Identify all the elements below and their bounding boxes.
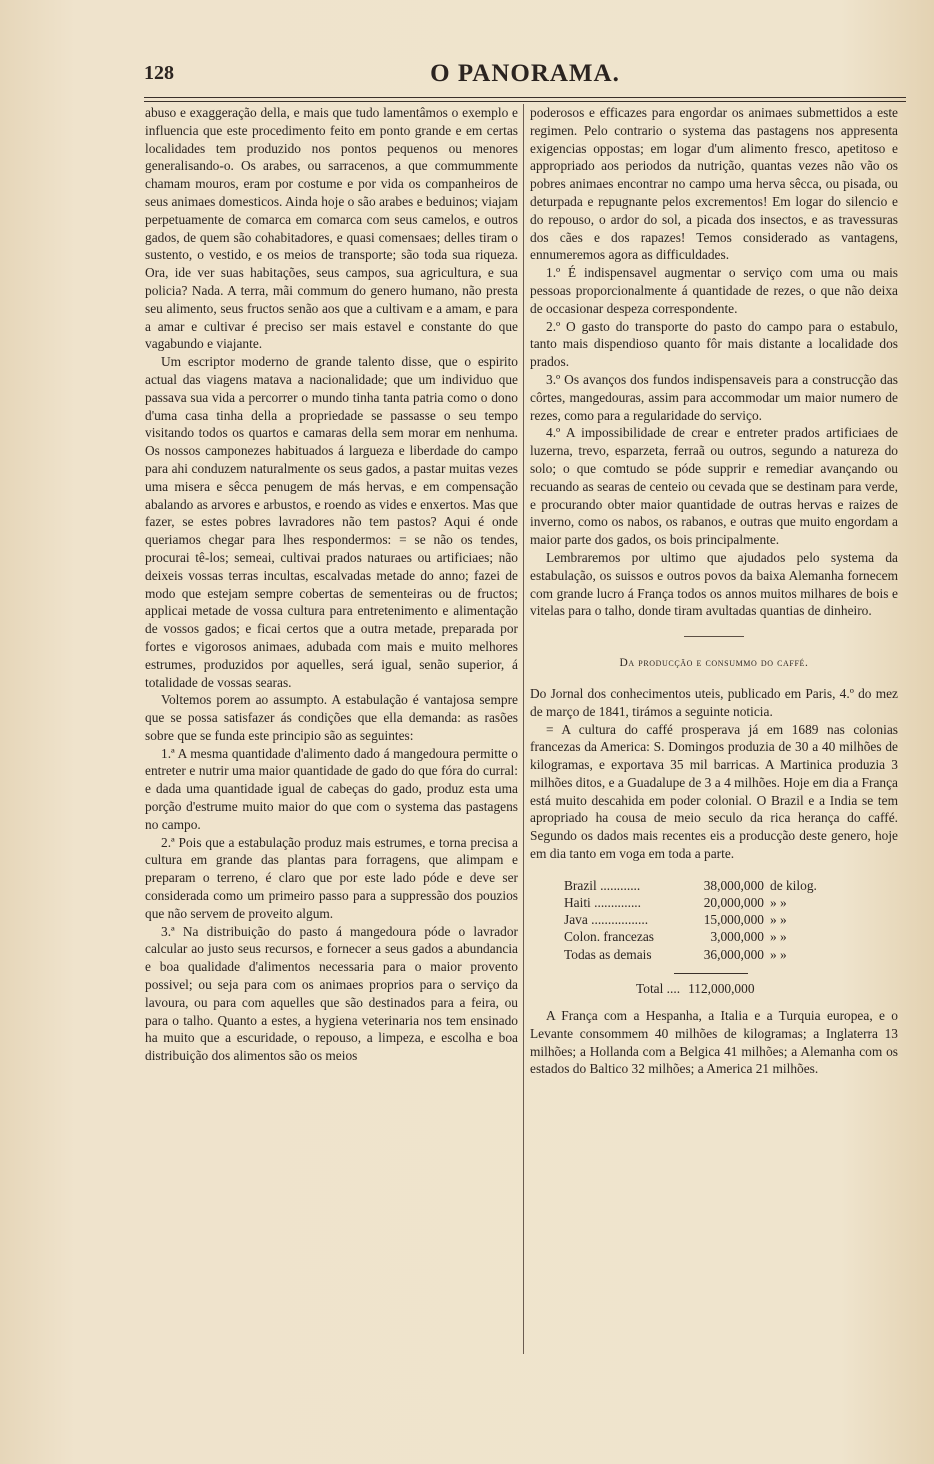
column-divider (523, 104, 524, 1354)
unit-label: » » (770, 912, 787, 928)
total-label: Total .... (636, 980, 681, 996)
table-row (564, 911, 898, 928)
table-row (564, 894, 898, 911)
total-value: 112,000,000 (688, 980, 755, 996)
production-value: 15,000,000 (703, 912, 764, 928)
table-row (564, 946, 898, 963)
table-row (564, 928, 898, 945)
paragraph: Um escriptor moderno de grande talento disse, que o espirito actual das viagens matava a nacionalidade; que um individuo que passava sua vida a percorrer o mundo tinha tanta patria como o dono d'uma casa tinha della a propriedade se passasse o seu tempo visitando todos os quartos e camaras della sem morar em nenhuma. Os nossos camponezes habituados á largueza e liberdade do campo para ahi conduzem naturalmente os seus gados, a pastar muitas vezes uma misera e sêcca penugem de más hervas, e em compensação abalando as arvores e arbustos, e roendo as vides e enxertos. Mas que fazer, se estes pobres lavradores não tem pastos? Aqui é onde queriamos chegar para lhes respondermos: = se não os tendes, procurai tê-los; semeai, cultivai prados naturaes ou artificiaes; não deixeis vossas terras incultas, escalvadas metade do anno; fazei de modo que estejam sempre cobertas de sementeiras ou de fructos; applicai metade de vossa cultura para entretenimento e alimentação de vossos gados; e ficai certos que a outra metade, preparada por fortes e vigorosos animaes, adubada com mais e muito melhores estrumes, produzidos por aquelles, será igual, senão superior, á totalidade de vossas searas. (145, 354, 518, 690)
section-title: Da producção e consummo do caffé. (619, 657, 809, 670)
paragraph: Do Jornal dos conhecimentos uteis, publicado em Paris, 4.º do mez de março de 1841, tirámos a seguinte noticia. (530, 685, 898, 719)
right-column (530, 104, 898, 1078)
production-value: 36,000,000 (703, 946, 764, 962)
country-name: Brazil ............ (564, 877, 641, 893)
journal-title: O PANORAMA. (430, 60, 620, 87)
left-column (145, 104, 518, 1065)
production-value: 20,000,000 (703, 895, 764, 911)
unit-label: » » (770, 946, 787, 962)
paragraph: 1.ª A mesma quantidade d'alimento dado á mangedoura permitte o entreter e nutrir uma maior quantidade de gado do que fóra do curral: e dada uma quantidade igual de cabeças do gado, produz esta uma porção d'estrume muito maior do que com o systema das pastagens no campo. (145, 745, 518, 832)
country-name: Haiti .............. (564, 895, 641, 911)
country-name: Java ................. (564, 912, 649, 928)
table-row (564, 877, 898, 894)
unit-label: » » (770, 895, 787, 911)
country-name: Todas as demais (564, 946, 652, 962)
section-divider (684, 636, 744, 637)
unit-label: de kilog. (770, 877, 817, 893)
paragraph: 4.º A impossibilidade de crear e entreter prados artificiaes de luzerna, trevo, esparzeta, ferraã ou outros, segundo a natureza do solo; o que comtudo se póde supprir e remediar avançando ou recuando as searas de centeio ou cevada que se destinam para verde, e procurando obter maior quantidade de outras hervas e raizes de inverno, como os nabos, os rabanos, e outras que muito engordam a maior parte dos gados, os bois principalmente. (530, 425, 898, 548)
paragraph: = A cultura do caffé prosperava já em 1689 nas colonias francezas da America: S. Domingos produzia de 30 a 40 milhões de kilogramas, e exportava 35 mil barricas. A Martinica produzia 3 milhões ditos, e a Guadalupe de 3 a 4 milhões. Hoje em dia a França está muito descahida em poder colonial. O Brazil e a India se tem apropriado ha cousa de meio seculo da rica herança do caffé. Segundo os dados mais recentes eis a producção deste genero, hoje em dia tanto em voga em toda a parte. (530, 721, 898, 862)
paragraph: poderosos e efficazes para engordar os animaes submettidos a este regimen. Pelo contrario o systema das pastagens nos appresenta exigencias oppostas; em logar d'um alimento fresco, apetitoso e appropriado aos periodos da nutrição, quantas vezes não vão os pobres animaes encontrar no campo uma herva sêcca, ou pisada, ou deturpada e repugnante pelos excrementos! Em logar do silencio e do repouso, o ardor do sol, a picada dos insectos, e as travessuras dos cães e dos rapazes! Temos considerado as vantagens, ennumeremos agora as difficuldades. (530, 105, 898, 263)
paragraph: 3.º Os avanços dos fundos indispensaveis para a construcção das côrtes, mangedouras, assim para accommodar um maior numero de rezes, como para a regularidade do serviço. (530, 371, 898, 423)
paragraph: 3.ª Na distribuição do pasto á mangedoura póde o lavrador calcular ao justo seus recursos, e fornecer a seus gados a abundancia e boa qualidade d'alimentos necessaria para o maior provento possivel; ou seja para com os animaes proprios para o serviço da lavoura, ou para com aquelles que são destinados para a feira, ou para o talho. Quanto a estes, a hygiena veterinaria nos tem ensinado ha muito que a escuridade, o repouso, a limpeza, e escolha e boa distribuição dos alimentos são os meios (145, 923, 518, 1064)
paragraph: 2.ª Pois que a estabulação produz mais estrumes, e torna precisa a cultura em grande das plantas para forragens, que alimpam e preparam o terreno, é claro que por este lado póde e deve ser considerada como um primeiro passo para a suppressão dos pouzios que não servem de proveito algum. (145, 834, 518, 921)
paragraph: Voltemos porem ao assumpto. A estabulação é vantajosa sempre que se possa satisfazer ás condições que ella demanda: as rasões sobre que se funda este principio são as seguintes: (145, 692, 518, 743)
unit-label: » » (770, 929, 787, 945)
production-value: 3,000,000 (710, 929, 764, 945)
country-name: Colon. francezas (564, 929, 654, 945)
production-table (564, 877, 898, 997)
paragraph: Lembraremos por ultimo que ajudados pelo systema da estabulação, os suissos e outros povos da baixa Alemanha fornecem com grande lucro á França todos os annos muitos milhares de bois e vitelas para o talho, donde tiram avultadas quantias de dinheiro. (530, 549, 898, 619)
total-row (636, 980, 898, 997)
page-header (144, 60, 906, 94)
production-value: 38,000,000 (703, 877, 764, 893)
paragraph: 2.º O gasto do transporte do pasto do campo para o estabulo, tanto mais dispendioso quanto fôr mais distante a localidade dos prados. (530, 318, 898, 370)
total-rule (674, 973, 748, 974)
page-number: 128 (144, 62, 174, 84)
header-rule (144, 97, 906, 102)
paragraph: A França com a Hespanha, a Italia e a Turquia europea, e o Levante consommem 40 milhões de kilogramas; a Inglaterra 13 milhões; a Hollanda com a Belgica 41 milhões; a Alemanha com os estados do Baltico 32 milhões; a America 21 milhões. (530, 1008, 898, 1077)
paragraph: 1.º É indispensavel augmentar o serviço com uma ou mais pessoas proporcionalmente á quantidade de rezes, o que não deixa de occasionar despeza correspondente. (530, 265, 898, 316)
paragraph: abuso e exaggeração della, e mais que tudo lamentâmos o exemplo e influencia que este procedimento feito em ponto grande e em certas localidades tem produzido nos pontos pequenos ou menores generalisando-o. Os arabes, ou sarracenos, a que commummente chamam mouros, eram por costume e por vida os companheiros de seus animaes domesticos. Ainda hoje o são arabes e beduinos; viajam perpetuamente de comarca em comarca com seus camelos, e outros gados, de quem são cohabitadores, e quasi comensaes; delles tiram o sustento, o vestido, e os meios de transporte; são toda sua riqueza. Ora, ide ver suas habitações, seus campos, sua agricultura, e sua policia? Nada. A terra, mãi commum do genero humano, não presta seu alimento, seus fructos senão aos que a cultivam e a amam, e para a amar e cultivar é preciso ser mais estavel e constante do que vagabundo e viajante. (145, 105, 518, 352)
